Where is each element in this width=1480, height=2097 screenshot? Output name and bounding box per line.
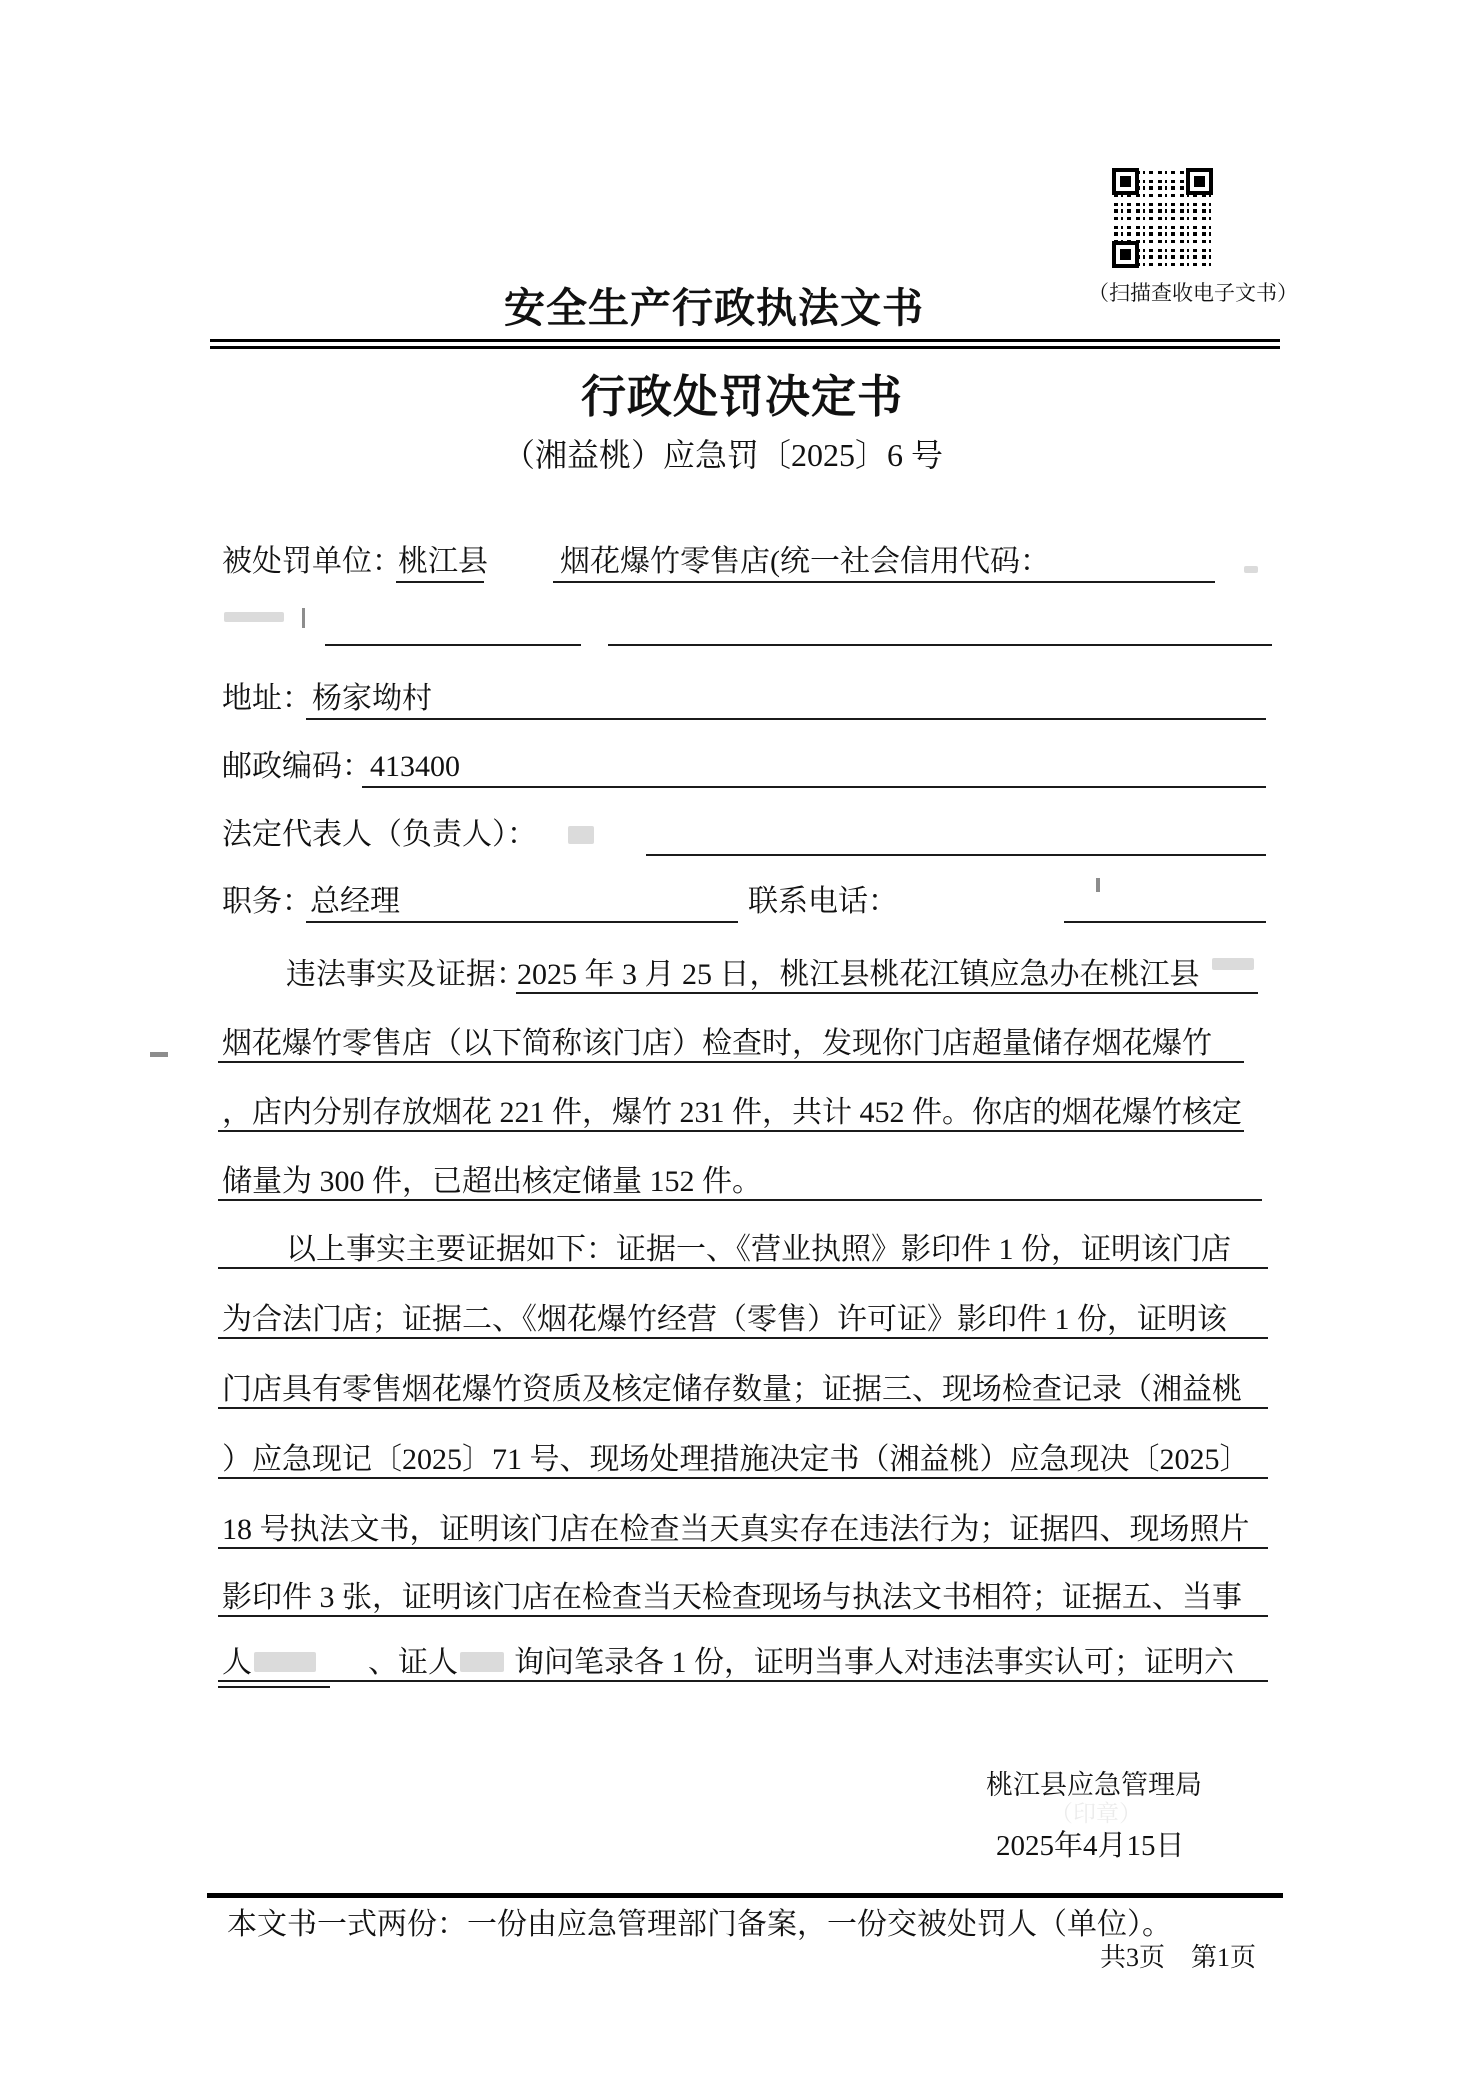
unit-value-store: 烟花爆竹零售店(统一社会信用代码：: [560, 545, 1050, 578]
position-value: 总经理: [310, 885, 400, 918]
decision-date: 2025年4月15日: [996, 1830, 1185, 1862]
postal-value: 413400: [370, 750, 460, 783]
footer-note: 本文书一式两份：一份由应急管理部门备案，一份交被处罚人（单位）。: [227, 1908, 1172, 1941]
facts-line: ，店内分别存放烟花 221 件，爆竹 231 件，共计 452 件。你店的烟花爆竹核定: [222, 1096, 1242, 1129]
field-underline: [1064, 921, 1266, 923]
qr-finder-icon: [1112, 168, 1139, 195]
body-underline: [218, 1061, 1244, 1063]
redaction-residue: [150, 1052, 168, 1057]
header-double-rule: [210, 339, 1280, 349]
doc-number: （湘益桃）应急罚〔2025〕6 号: [503, 437, 944, 473]
field-underline: [306, 718, 1266, 720]
facts-line: 储量为 300 件，已超出核定储量 152 件。: [222, 1165, 762, 1198]
redaction-residue: [1096, 878, 1100, 892]
body-underline: [218, 1615, 1268, 1617]
body-underline: [218, 1686, 330, 1688]
body-underline: [218, 1267, 1268, 1269]
issuing-agency: 桃江县应急管理局: [986, 1770, 1202, 1800]
qr-code: [1112, 168, 1213, 268]
field-underline: [646, 854, 1266, 856]
evidence-line: 询问笔录各 1 份，证明当事人对违法事实认可；证明六: [514, 1646, 1234, 1679]
footer-rule: [207, 1893, 1283, 1898]
field-underline: [362, 786, 1266, 788]
seal-placeholder: （印章）: [1050, 1801, 1142, 1826]
body-underline: [218, 1130, 1244, 1132]
qr-caption: （扫描查收电子文书）: [1088, 281, 1298, 305]
body-underline: [218, 1477, 1268, 1479]
field-underline: [325, 644, 581, 646]
qr-finder-icon: [1186, 168, 1213, 195]
address-label: 地址：: [222, 682, 312, 715]
evidence-line: 人: [222, 1646, 252, 1679]
body-underline: [218, 1407, 1268, 1409]
body-underline: [218, 1199, 1262, 1201]
evidence-line: 18 号执法文书，证明该门店在检查当天真实存在违法行为；证据四、现场照片: [222, 1513, 1250, 1546]
evidence-line: 为合法门店；证据二、《烟花爆竹经营（零售）许可证》影印件 1 份，证明该: [222, 1303, 1227, 1336]
evidence-line: ）应急现记〔2025〕71 号、现场处理措施决定书（湘益桃）应急现决〔2025〕: [222, 1443, 1250, 1476]
evidence-line: 影印件 3 张，证明该门店在检查当天检查现场与执法文书相符；证据五、当事: [222, 1581, 1242, 1614]
redaction-residue: [302, 608, 305, 628]
evidence-line: 以上事实主要证据如下：证据一、《营业执照》影印件 1 份，证明该门店: [286, 1233, 1231, 1266]
evidence-line: 、证人: [368, 1646, 458, 1679]
position-label: 职务：: [222, 885, 312, 918]
field-underline: [306, 921, 738, 923]
redaction-residue: [224, 612, 284, 622]
legal-rep-label: 法定代表人（负责人）：: [222, 818, 537, 851]
redaction-residue: [254, 1652, 316, 1672]
body-underline: [516, 992, 1258, 994]
redaction-residue: [1212, 958, 1254, 970]
body-underline: [218, 1680, 1268, 1682]
field-underline: [396, 581, 484, 583]
facts-lead: 违法事实及证据：: [286, 958, 526, 991]
evidence-line: 门店具有零售烟花爆竹资质及核定储存数量；证据三、现场检查记录（湘益桃: [222, 1373, 1242, 1406]
postal-label: 邮政编码：: [222, 750, 372, 783]
doc-category: 安全生产行政执法文书: [504, 285, 924, 331]
redaction-residue: [568, 826, 594, 844]
field-underline: [553, 581, 1215, 583]
redaction-residue: [460, 1652, 504, 1672]
facts-line: 2025 年 3 月 25 日，桃江县桃花江镇应急办在桃江县: [517, 958, 1200, 991]
phone-label: 联系电话：: [748, 885, 898, 918]
body-underline: [218, 1337, 1268, 1339]
field-underline: [608, 644, 1272, 646]
page-number: 共3页 第1页: [1100, 1943, 1257, 1972]
unit-label: 被处罚单位：: [222, 545, 402, 578]
body-underline: [218, 1547, 1268, 1549]
doc-title: 行政处罚决定书: [581, 372, 904, 422]
facts-line: 烟花爆竹零售店（以下简称该门店）检查时，发现你门店超量储存烟花爆竹: [222, 1027, 1212, 1060]
address-value: 杨家坳村: [312, 682, 432, 715]
unit-value-county: 桃江县: [398, 545, 488, 578]
redaction-residue: [1244, 566, 1258, 573]
qr-finder-icon: [1112, 241, 1139, 268]
